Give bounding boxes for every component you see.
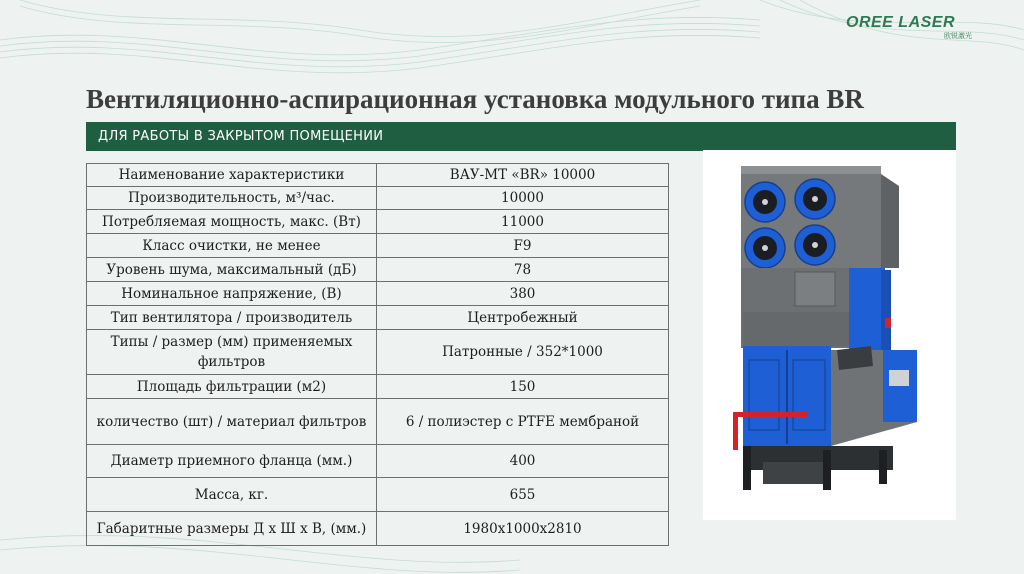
row-value: Центробежный [377, 306, 669, 330]
dust-collector-unit-icon [703, 150, 956, 520]
row-value: 380 [377, 282, 669, 306]
table-row [87, 210, 669, 234]
row-value: 78 [377, 258, 669, 282]
spec-table [86, 163, 669, 546]
row-label: Масса, кг. [87, 478, 377, 512]
row-value: ВАУ-МТ «BR» 10000 [377, 164, 669, 187]
row-label: Класс очистки, не менее [87, 234, 377, 258]
row-label: Диаметр приемного фланца (мм.) [87, 445, 377, 478]
table-row [87, 282, 669, 306]
table-row [87, 164, 669, 187]
table-row [87, 399, 669, 445]
row-label: количество (шт) / материал фильтров [87, 399, 377, 445]
row-value: 400 [377, 445, 669, 478]
row-label: Тип вентилятора / производитель [87, 306, 377, 330]
product-photo [703, 150, 956, 520]
row-label: Типы / размер (мм) применяемых фильтров [87, 330, 377, 375]
page-title: Вентиляционно-аспирационная установка модульного типа BR [86, 84, 864, 114]
table-row [87, 187, 669, 210]
row-label: Наименование характеристики [87, 164, 377, 187]
row-value: F9 [377, 234, 669, 258]
table-row [87, 330, 669, 375]
row-label: Уровень шума, максимальный (дБ) [87, 258, 377, 282]
row-label: Производительность, м³/час. [87, 187, 377, 210]
table-row [87, 306, 669, 330]
table-row [87, 512, 669, 546]
table-row [87, 375, 669, 399]
brand-subtitle: 欧锐激光 [944, 33, 972, 40]
row-label: Габаритные размеры Д х Ш х В, (мм.) [87, 512, 377, 546]
table-row [87, 258, 669, 282]
row-value: 10000 [377, 187, 669, 210]
row-value: 150 [377, 375, 669, 399]
table-row [87, 234, 669, 258]
table-row [87, 445, 669, 478]
brand-name: OREE LASER [846, 14, 956, 31]
table-row [87, 478, 669, 512]
row-value: 1980x1000x2810 [377, 512, 669, 546]
section-banner: ДЛЯ РАБОТЫ В ЗАКРЫТОМ ПОМЕЩЕНИИ [86, 122, 956, 151]
row-label: Площадь фильтрации (м2) [87, 375, 377, 399]
row-value: 655 [377, 478, 669, 512]
row-label: Потребляемая мощность, макс. (Вт) [87, 210, 377, 234]
row-value: 11000 [377, 210, 669, 234]
row-value: Патронные / 352*1000 [377, 330, 669, 375]
row-label: Номинальное напряжение, (В) [87, 282, 377, 306]
brand-logo [846, 14, 976, 44]
row-value: 6 / полиэстер с PTFE мембраной [377, 399, 669, 445]
